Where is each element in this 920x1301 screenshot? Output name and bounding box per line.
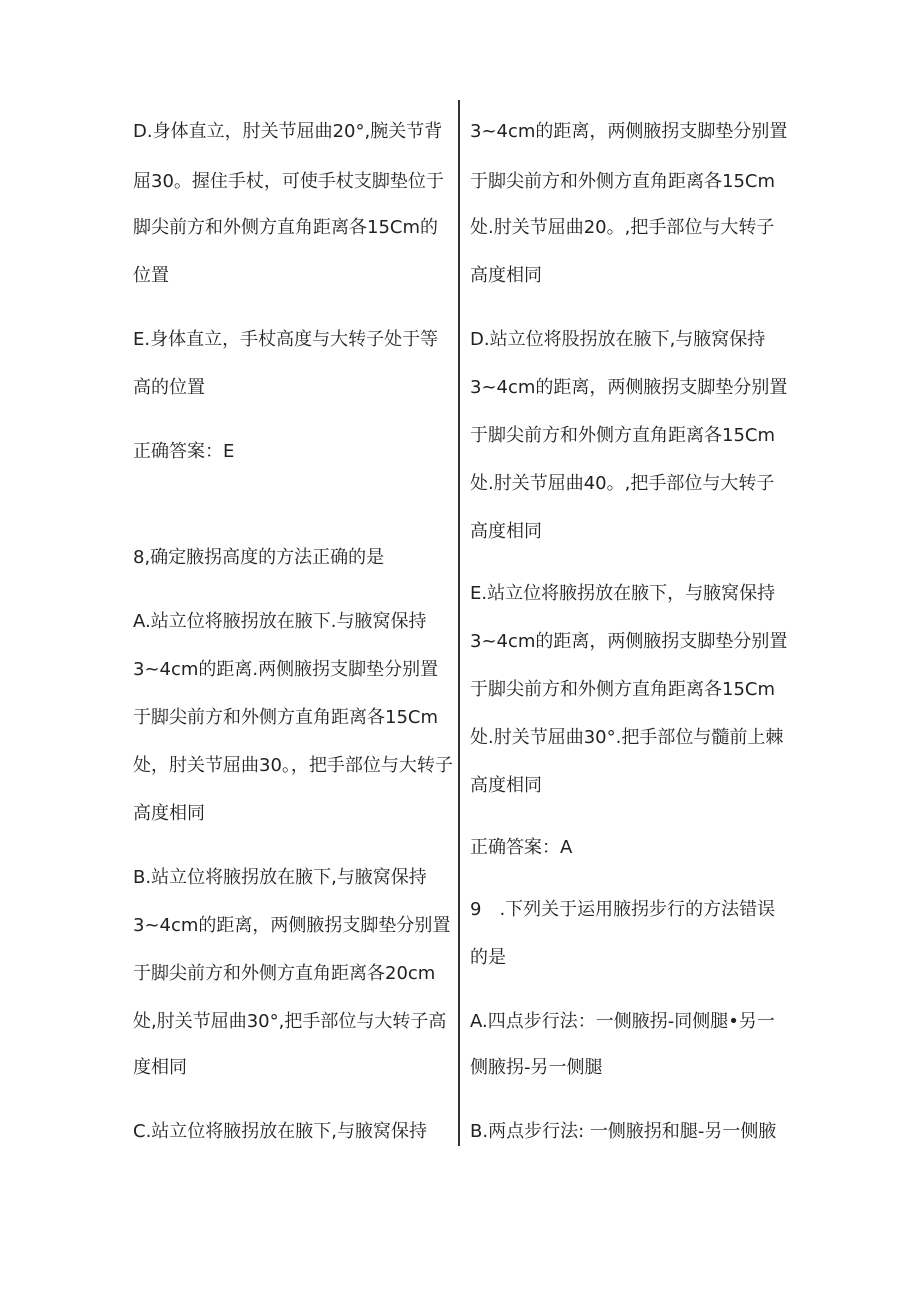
text-line: 于脚尖前方和外侧方直角距离各15Cm: [133, 707, 439, 728]
text-line: D.身体直立，肘关节屈曲20°,腕关节背: [133, 121, 443, 142]
text-line: 处.肘关节屈曲40。,把手部位与大转子: [470, 473, 775, 494]
text-line: A.站立位将腋拐放在腋下.与腋窝保持: [133, 611, 427, 632]
answer-line: 正确答案：A: [470, 837, 573, 858]
text-line: 侧腋拐-另一侧腿: [470, 1057, 603, 1078]
question-line: 的是: [470, 947, 506, 968]
text-line: 3~4cm的距离，两侧腋拐支脚垫分别置: [470, 121, 788, 142]
text-line: 高度相同: [470, 265, 542, 286]
text-line: E.站立位将腋拐放在腋下，与腋窝保持: [470, 583, 776, 604]
text-line: 高度相同: [470, 521, 542, 542]
text-line: D.站立位将股拐放在腋下,与腋窝保持: [470, 329, 766, 350]
text-line: 3~4cm的距离，两侧腋拐支脚垫分别置: [470, 631, 788, 652]
text-line: 3~4cm的距离，两侧腋拐支脚垫分别置: [470, 377, 788, 398]
text-line: 于脚尖前方和外侧方直角距离各15Cm: [470, 171, 776, 192]
question-line: 8,确定腋拐高度的方法正确的是: [133, 547, 385, 568]
text-line: 高度相同: [470, 775, 542, 796]
text-line: 高的位置: [133, 377, 205, 398]
text-line: 处,肘关节屈曲30°,把手部位与大转子高: [133, 1011, 447, 1032]
text-line: 高度相同: [133, 803, 205, 824]
text-line: 脚尖前方和外侧方直角距离各15Cm的: [133, 217, 439, 238]
text-line: 3~4cm的距离，两侧腋拐支脚垫分别置: [133, 915, 451, 936]
text-line: B.站立位将腋拐放在腋下,与腋窝保持: [133, 867, 427, 888]
text-line: 3~4cm的距离.两侧腋拐支脚垫分别置: [133, 659, 439, 680]
text-line: C.站立位将腋拐放在腋下,与腋窝保持: [133, 1121, 428, 1142]
text-line: 屈30。握住手杖，可使手杖支脚垫位于: [133, 171, 444, 192]
answer-line: 正确答案：E: [133, 441, 235, 462]
text-line: E.身体直立，手杖高度与大转子处于等: [133, 329, 439, 350]
text-line: 于脚尖前方和外侧方直角距离各15Cm: [470, 425, 776, 446]
text-line: 度相同: [133, 1057, 187, 1078]
text-line: A.四点步行法：一侧腋拐-同侧腿•另一: [470, 1011, 775, 1032]
text-line: 处.肘关节屈曲30°.把手部位与髓前上棘: [470, 727, 784, 748]
text-line: 处.肘关节屈曲20。,把手部位与大转子: [470, 217, 775, 238]
text-line: 于脚尖前方和外侧方直角距离各20cm: [133, 963, 436, 984]
text-line: 于脚尖前方和外侧方直角距离各15Cm: [470, 679, 776, 700]
text-line: B.两点步行法: 一侧腋拐和腿-另一侧腋: [470, 1121, 777, 1142]
text-line: 处，肘关节屈曲30。，把手部位与大转子: [133, 755, 453, 776]
question-line: 9 .下列关于运用腋拐步行的方法错误: [470, 899, 776, 920]
column-divider: [458, 100, 460, 1146]
text-line: 位置: [133, 265, 169, 286]
